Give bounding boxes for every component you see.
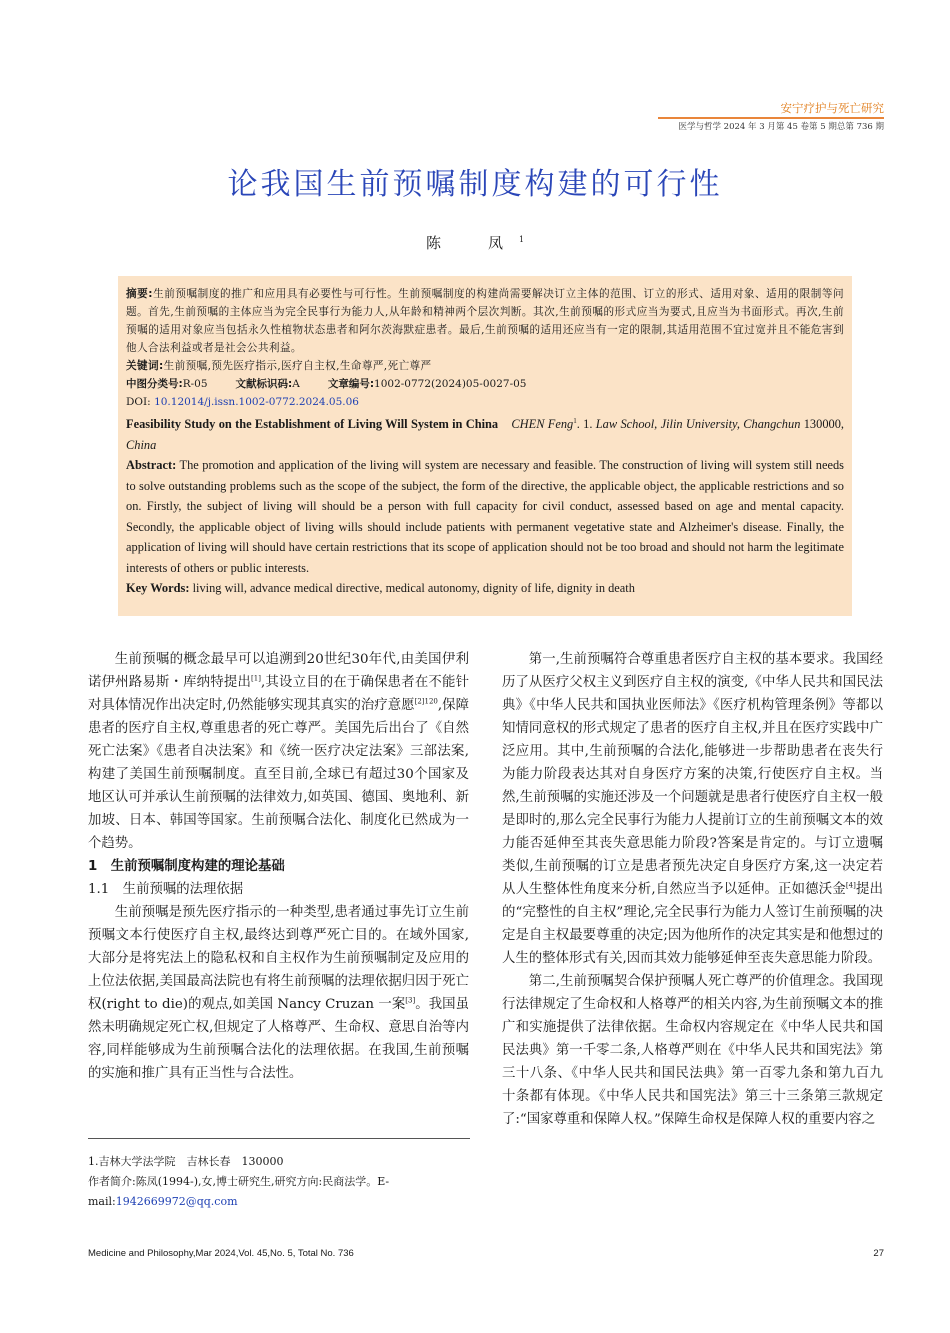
doi-label: DOI: xyxy=(126,396,151,408)
english-postcode: 130000, xyxy=(803,417,845,432)
doc-code-label: 文献标识码: xyxy=(235,378,293,390)
clc-label: 中图分类号: xyxy=(126,378,183,390)
abstract-zh-text: 生前预嘱制度的推广和应用具有必要性与可行性。生前预嘱制度的构建尚需要解决订立主体的范围、订立的形式、适用对象、适用的限制等问题。首先,生前预嘱的主体应当为完全民事行为能力人,从年龄和精神两个层次判断。其次,生前预嘱的形式应当为要式,且应当为书面形式。再次,生前预嘱的适用对象应当包括永久性植物状态患者和阿尔茨海默症患者。最后,生前预嘱的适用还应当有一定的限制,其适用范围不宜过宽并且不能危害到他人合法利益或者是社会公共利益。 xyxy=(126,288,845,354)
english-author-sup: 1 xyxy=(573,417,577,425)
keywords-zh-text: 生前预嘱,预先医疗指示,医疗自主权,生命尊严,死亡尊严 xyxy=(163,360,432,372)
header-rule xyxy=(658,117,884,119)
article-no-value: 1002-0772(2024)05-0027-05 xyxy=(374,378,527,390)
body-paragraph: 第二,生前预嘱契合保护预嘱人死亡尊严的价值理念。我国现行法律规定了生命权和人格尊严的相关内容,为生前预嘱文本的推广和实施提供了法律依据。生命权内容规定在《中华人民共和国民法典》第一千零二条,人格尊严则在《中华人民共和国宪法》第三十八条、《中华人民共和国民法典》第一百零九条和第九百九十条都有体现。《中华人民共和国宪法》第三十三条第三款规定了:“国家尊重和保障人权。”保障生命权是保障人权的重要内容之 xyxy=(502,974,883,1127)
english-title-line xyxy=(126,411,844,455)
text-run: 。我国虽然未明确规定死亡权,但规定了人格尊严、生命权、意思自治等内容,同样能够成为生前预嘱合法化的法理依据。在我国,生前预嘱的实施和推广具有正当性与合法性。 xyxy=(88,997,470,1081)
body-right-column xyxy=(502,648,883,1131)
author-line xyxy=(100,228,850,255)
journal-line: 医学与哲学 2024 年 3 月第 45 卷第 5 期总第 736 期 xyxy=(678,122,884,132)
body-paragraph xyxy=(88,648,469,855)
text-run: 第一,生前预嘱符合尊重患者医疗自主权的基本要求。我国经历了从医疗父权主义到医疗自主权的演变,《中华人民共和国民法典》《中华人民共和国执业医师法》《医疗机构管理条例》等都以知情同意权的形式规定了患者的医疗自主权,并且在医疗实践中广泛应用。其中,生前预嘱的合法化,能够进一步帮助患者在丧失行为能力阶段表达其对自身医疗方案的决策,行使医疗自主权。当然,生前预嘱的实施还涉及一个问题就是患者行使医疗自主权一般是即时的,那么完全民事行为能力人提前订立的生前预嘱文本的效力能否延伸至其丧失意思能力阶段?答案是肯定的。与订立遗嘱类似,生前预嘱的订立是患者预先决定自身医疗方案,这一决定若从人生整体性角度来分析,自然应当予以延伸。正如德沃金 xyxy=(502,652,883,897)
abstract-zh xyxy=(126,285,844,357)
email-link[interactable]: 1942669972@qq.com xyxy=(115,1195,238,1208)
english-affiliation: Law School, Jilin University, Changchun xyxy=(595,417,801,432)
citation-3[interactable]: [3] xyxy=(405,996,416,1005)
english-country: China xyxy=(126,437,157,452)
section-tag: 安宁疗护与死亡研究 xyxy=(780,101,884,115)
citation-1[interactable]: [1] xyxy=(251,674,261,683)
article-title: 论我国生前预嘱制度构建的可行性 xyxy=(227,167,723,202)
body-left-column xyxy=(88,648,469,1085)
english-author: CHEN Feng xyxy=(511,417,574,432)
affiliation-number: . 1. xyxy=(576,417,593,432)
author-name: 陈 凤 xyxy=(425,234,519,252)
running-head xyxy=(658,100,884,134)
english-title: Feasibility Study on the Establishment of Living Will System in China xyxy=(126,417,499,432)
author-sup: 1 xyxy=(518,235,525,244)
page-number: 27 xyxy=(873,1248,884,1259)
text-run: ,保障患者的医疗自主权,尊重患者的死亡尊严。美国先后出台了《自然死亡法案》《患者自决法案》和《统一医疗决定法案》三部法案,构建了美国生前预嘱制度。直至目前,全球已有超过30个国家及地区认可并承认生前预嘱的法律效力,如英国、德国、奥地利、新加坡、日本、韩国等国家。生前预嘱合法化、制度化已然成为一个趋势。 xyxy=(88,698,469,851)
doi-link[interactable]: 10.12014/j.issn.1002-0772.2024.05.06 xyxy=(154,396,359,408)
text-run: ,其设立目的在于确保患者在不能针对具体情况作出决定时,仍然能够实现其真实的治疗意愿 xyxy=(88,675,469,713)
citation-2[interactable]: [2]120 xyxy=(414,697,438,706)
doc-code-value: A xyxy=(292,378,300,390)
abstract-box xyxy=(118,276,852,616)
footer-journal-info: Medicine and Philosophy,Mar 2024,Vol. 45,No. 5, Total No. 736 xyxy=(88,1248,354,1259)
english-keywords-label: Key Words: xyxy=(126,581,190,596)
english-keywords xyxy=(126,578,844,599)
keywords-zh-label: 关键词: xyxy=(126,360,164,372)
clc-value: R-05 xyxy=(182,378,208,390)
footnote-affiliation: 1.吉林大学法学院 吉林长春 130000 xyxy=(88,1155,284,1168)
citation-4[interactable]: [4] xyxy=(845,881,856,890)
classification-line xyxy=(126,375,844,393)
article-no-label: 文章编号: xyxy=(327,378,375,390)
english-abstract xyxy=(126,455,844,578)
section-heading-1: 1 生前预嘱制度构建的理论基础 xyxy=(88,859,285,874)
text-run: 生前预嘱是预先医疗指示的一种类型,患者通过事先订立生前预嘱文本行使医疗自主权,最终达到尊严死亡目的。在域外国家,大部分是将宪法上的隐私权和自主权作为生前预嘱制定及应用的上位法依据,美国最高法院也有将生前预嘱的法理依据归因于死亡权(right to die)的观点,如美国 Nancy Cruzan 一案 xyxy=(88,905,469,1012)
english-abstract-label: Abstract: xyxy=(126,458,177,473)
footnote-rule xyxy=(88,1138,470,1139)
body-paragraph xyxy=(502,648,883,970)
bio-text: 作者简介:陈凤(1994-),女,博士研究生,研究方向:民商法学。E-mail: xyxy=(88,1175,390,1208)
abstract-zh-label: 摘要: xyxy=(126,288,153,300)
body-paragraph xyxy=(88,901,469,1085)
keywords-zh xyxy=(126,357,844,375)
footnote-bio xyxy=(88,1172,470,1212)
doi-line xyxy=(126,393,844,411)
subsection-heading-1-1: 1.1 生前预嘱的法理依据 xyxy=(88,882,244,897)
footnote xyxy=(88,1152,470,1212)
text-run: 生前预嘱的概念最早可以追溯到20世纪30年代,由美国伊利诺伊州路易斯・库纳特提出 xyxy=(88,652,469,690)
english-abstract-text: The promotion and application of the living will system are necessary and feasible. The construction of living will system still needs to solve outstanding problems such as the scope of the subject, the form of the directive, the applicable object, the applicable restrictions and so on. Firstly, the subject of living will should be a person with full capacity for civil conduct, assessed based on age and mental capacity. Secondly, the applicable object of living wills should include patients with permanent vegetative state and Alzheimer's disease. Finally, the application of living will should have certain restrictions that its scope of application should not be too broad and should not harm the legitimate interests of others or public interests. xyxy=(126,458,844,575)
english-keywords-text: living will, advance medical directive, medical autonomy, dignity of life, dignity in death xyxy=(192,581,635,596)
text-run: 提出的“完整性的自主权”理论,完全民事行为能力人签订生前预嘱的决定是自主权最要尊重的决定;因为他所作的决定其实是和他想过的人生的整体形式有关,因而其效力能够延伸至丧失意思能力阶段。 xyxy=(502,882,884,966)
